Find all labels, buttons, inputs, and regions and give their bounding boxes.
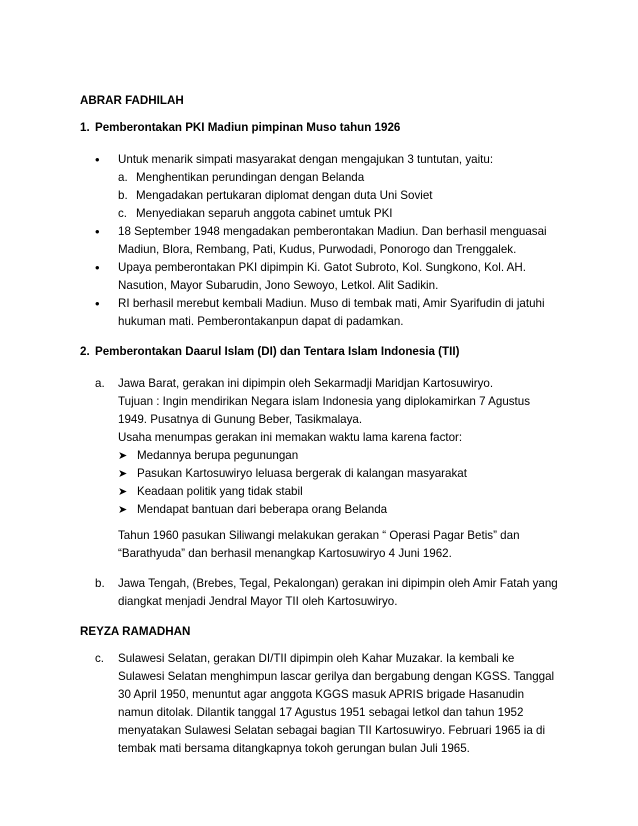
section-2-heading: [80, 343, 560, 361]
demand-item: [118, 187, 560, 205]
author-name-1: ABRAR FADHILAH: [80, 94, 184, 107]
region-body: Jawa Tengah, (Brebes, Tegal, Pekalongan) gerakan ini dipimpin oleh Amir Fatah yang diangkat menjadi Jendral Mayor TII oleh Kartosuwiryo.: [118, 577, 558, 608]
section-1-number: 1.: [80, 121, 90, 134]
factor-item: [118, 447, 560, 465]
region-line: Usaha menumpas gerakan ini memakan waktu lama karena factor:: [118, 431, 463, 444]
factor-text: Keadaan politik yang tidak stabil: [137, 485, 303, 498]
factor-text: Mendapat bantuan dari beberapa orang Belanda: [137, 503, 388, 516]
region-marker: a.: [95, 377, 105, 390]
factor-item: [118, 465, 560, 483]
factor-text: Pasukan Kartosuwiryo leluasa bergerak di kalangan masyarakat: [137, 467, 467, 480]
region-body: [118, 375, 560, 563]
bullet-item: • RI berhasil merebut kembali Madiun. Muso di tembak mati, Amir Syarifudin di jatuhi hukuman mati. Pemberontakanpun dapat di padamkan.: [80, 295, 560, 331]
demand-text: Menghentikan perundingan dengan Belanda: [136, 171, 365, 184]
region-line: Jawa Barat, gerakan ini dipimpin oleh Sekarmadji Maridjan Kartosuwiryo.: [118, 377, 494, 390]
arrow-check-icon: ➤: [118, 486, 128, 498]
demands-list: [118, 169, 560, 223]
section-2-title: Pemberontakan Daarul Islam (DI) dan Tentara Islam Indonesia (TII): [95, 345, 460, 358]
demand-marker: c.: [118, 207, 128, 220]
arrow-check-icon: ➤: [118, 504, 128, 516]
factor-item: [118, 483, 560, 501]
section-1-bullet-list: [80, 151, 560, 331]
region-marker: c.: [95, 652, 105, 665]
region-body: Sulawesi Selatan, gerakan DI/TII dipimpin oleh Kahar Muzakar. Ia kembali ke Sulawesi Selatan menghimpun lascar gerilya dan bergabung dengan KGSS. Tanggal 30 April 1950, menuntut agar anggota KGGS masuk APRIS brigade Hasanudin namun ditolak. Dilantik tanggal 17 Agustus 1951 sebagai letkol dan tahun 1952 menyatakan Sulawesi Selatan sebagai bagian TII Kartosuwiryo. Februari 1965 ia di tembak mati bersama ditangkapnya tokoh gerungan bulan Juli 1965.: [118, 652, 555, 755]
demand-text: Mengadakan pertukaran diplomat dengan duta Uni Soviet: [136, 189, 433, 202]
arrow-check-icon: ➤: [118, 468, 128, 480]
bullet-item: • Upaya pemberontakan PKI dipimpin Ki. Gatot Subroto, Kol. Sungkono, Kol. AH. Nasution, Mayor Subarudin, Jono Sewoyo, Letkol. Alit Sadikin.: [80, 259, 560, 295]
arrow-check-icon: ➤: [118, 450, 128, 462]
region-marker: b.: [95, 577, 105, 590]
factor-text: Medannya berupa pegunungan: [137, 449, 299, 462]
demand-text: Menyediakan separuh anggota cabinet umtuk PKI: [136, 207, 393, 220]
bullet-item: • 18 September 1948 mengadakan pemberontakan Madiun. Dan berhasil menguasai Madiun, Blora, Rembang, Pati, Kudus, Purwodadi, Ponorogo dan Trenggalek.: [80, 223, 560, 259]
section-1-heading: [80, 119, 560, 137]
factor-item: [118, 501, 560, 519]
bullet-text: Untuk menarik simpati masyarakat dengan mengajukan 3 tuntutan, yaitu:: [118, 153, 494, 166]
region-closing: Tahun 1960 pasukan Siliwangi melakukan gerakan “ Operasi Pagar Betis” dan “Barathyuda” dan berhasil menangkap Kartosuwiryo 4 Juni 1962.: [118, 529, 520, 560]
factor-list: [118, 447, 560, 519]
section-1-title: Pemberontakan PKI Madiun pimpinan Muso tahun 1926: [95, 121, 401, 134]
section-2-number: 2.: [80, 345, 90, 358]
region-item-jawa-barat: [95, 375, 560, 563]
bullet-item: [80, 151, 560, 223]
region-item-sulawesi-selatan: [95, 650, 560, 758]
region-item-jawa-tengah: [95, 575, 560, 611]
demand-marker: a.: [118, 171, 128, 184]
author-name-2: REYZA RAMADHAN: [80, 625, 191, 638]
demand-marker: b.: [118, 189, 128, 202]
demand-item: [118, 205, 560, 223]
document-page: [80, 92, 560, 770]
region-line: Tujuan : Ingin mendirikan Negara islam Indonesia yang diplokamirkan 7 Agustus 1949. Pusatnya di Gunung Beber, Tasikmalaya.: [118, 395, 531, 426]
demand-item: [118, 169, 560, 187]
